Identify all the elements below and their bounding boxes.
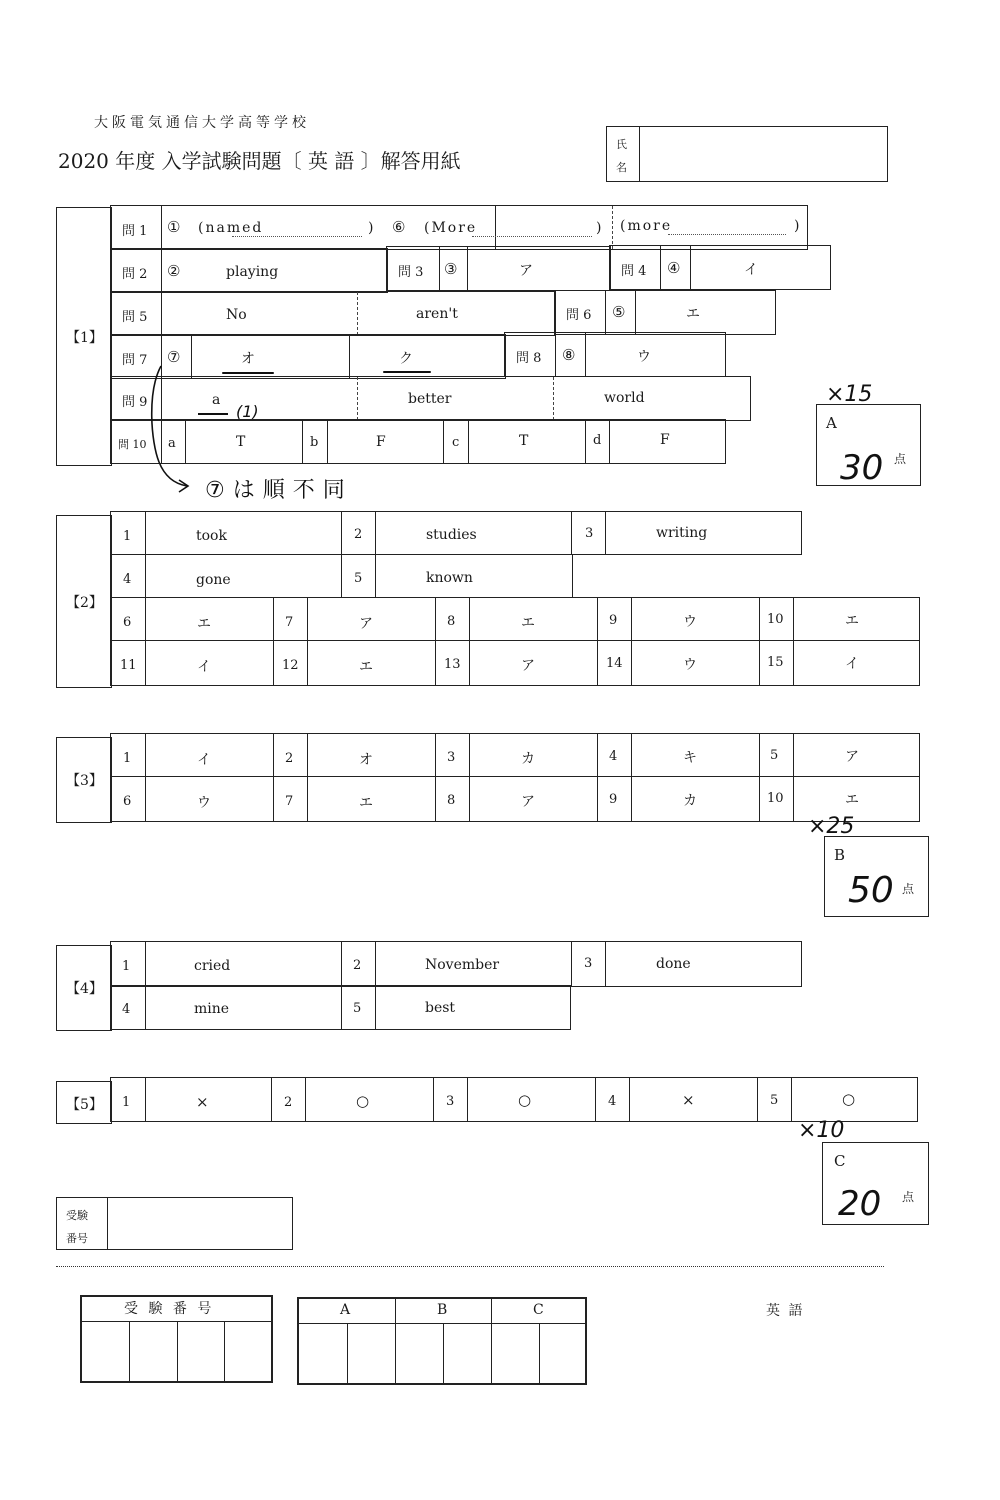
q6-answer: エ [686,306,700,322]
footer-col-a: A [340,1302,351,1318]
q5-label: 問 5 [122,310,148,325]
q10-c-answer: T [519,433,529,449]
s2-a1: took [196,528,227,544]
s3-a3: カ [521,751,535,767]
s3-n9: 9 [609,792,618,807]
q1-paren-6: ) [596,220,602,236]
footer-subject: 英 語 [766,1303,805,1319]
s2-n5: 5 [354,571,363,586]
q3-label: 問 3 [398,265,424,280]
q9-answer-3: world [604,390,645,406]
s3-row-1 [110,733,920,777]
q4-label: 問 4 [621,264,647,279]
section-2-label: 【2】 [66,595,103,611]
s5-a2: ○ [356,1092,370,1110]
s3-n7: 7 [285,794,294,809]
s4-a1: cried [194,958,231,974]
exam-number-field[interactable] [56,1197,293,1250]
s3-a10: エ [845,792,859,808]
q1-answer-7: (more [620,218,673,234]
score-c-unit: 点 [902,1190,915,1204]
s4-a4: mine [194,1001,230,1017]
s3-a1: イ [197,752,211,768]
s2-n3: 3 [585,526,594,541]
q10-d-label: d [593,433,602,448]
q10-label: 問 10 [118,438,147,451]
q10-a-label: a [168,436,176,451]
s2-n12: 12 [282,658,299,673]
score-a-label: A [826,414,837,432]
s3-n10: 10 [767,791,784,806]
s3-a6: ウ [197,795,211,811]
s3-a2: オ [359,752,373,768]
q2-label: 問 2 [122,267,148,282]
footer-col-b: B [437,1302,448,1318]
s2-n11: 11 [120,658,137,673]
s5-n5: 5 [770,1093,779,1108]
q6-marker: ⑤ [612,303,626,321]
s4-row-2 [110,985,571,1030]
s3-n3: 3 [447,750,456,765]
q3-marker: ③ [444,260,458,278]
s3-a5: ア [845,749,859,765]
cut-line [56,1266,884,1267]
s2-row-3 [110,597,920,641]
score-b-unit: 点 [902,882,915,896]
s3-a7: エ [359,795,373,811]
q10-d-answer: F [660,432,670,448]
s4-n3: 3 [584,956,593,971]
s2-n14: 14 [606,656,623,671]
s4-a2: November [425,957,500,973]
s2-row-2 [110,554,573,598]
s2-n10: 10 [767,612,784,627]
q10-b-label: b [310,435,319,450]
s2-n7: 7 [285,615,294,630]
q1-answer-6: (More [424,220,478,236]
s3-n1: 1 [123,751,132,766]
s5-n2: 2 [284,1095,293,1110]
s2-a12: エ [359,659,373,675]
q10-c-label: c [452,435,460,450]
q1-marker-6: ⑥ [392,218,406,236]
q7-marker: ⑦ [167,348,181,366]
s5-n3: 3 [446,1094,455,1109]
q4-marker: ④ [667,259,681,277]
exam-number-label-2: 番号 [66,1232,88,1245]
q4-answer: イ [744,262,758,278]
s4-a3: done [656,956,691,972]
s2-n2: 2 [354,527,363,542]
s2-a10: エ [845,613,859,629]
s3-row-2 [110,776,920,822]
q1-marker-1: ① [167,218,181,236]
q8-answer: ウ [637,349,651,365]
s4-n5: 5 [353,1001,362,1016]
q7-answer-2: ク [399,351,413,367]
score-a-value: 30 [840,448,884,488]
s2-a5: known [426,570,473,586]
s2-n13: 13 [444,657,461,672]
s2-n1: 1 [123,529,132,544]
s4-n1: 1 [122,959,131,974]
q9-handwritten-note: (1) [236,402,259,421]
section-3-label: 【3】 [66,773,103,789]
s4-a5: best [425,1000,456,1016]
q9-answer-2: better [408,391,452,407]
q8-label: 問 8 [516,351,542,366]
score-a-multiplier: ×15 [826,382,873,407]
s2-row-4 [110,640,920,686]
footer-col-c: C [533,1302,544,1318]
q3-answer: ア [519,263,533,279]
s4-n4: 4 [122,1002,131,1017]
score-b-value: 50 [848,870,894,911]
q9-answer-1: a [212,392,221,408]
s3-a9: カ [683,793,697,809]
q7-answer-1: オ [241,351,255,367]
name-label-2: 名 [616,161,627,174]
s2-a9: ウ [683,614,697,630]
section-1-label: 【1】 [66,330,103,346]
score-c-label: C [834,1152,846,1170]
s5-a1: × [196,1093,209,1111]
q1-label: 問 1 [122,224,148,239]
name-field[interactable] [606,126,888,182]
s2-a13: ア [521,658,535,674]
s3-n6: 6 [123,794,132,809]
s2-n4: 4 [123,572,132,587]
q1-paren-1: ) [368,220,374,236]
s3-n8: 8 [447,793,456,808]
s3-a4: キ [683,750,697,766]
s2-n15: 15 [767,655,784,670]
q2-answer: playing [226,264,279,280]
s5-row [110,1077,918,1122]
q8-marker: ⑧ [562,346,576,364]
section-5-label: 【5】 [66,1097,103,1113]
s2-n8: 8 [447,614,456,629]
q1-answer-1: (named [198,220,264,236]
s5-a3: ○ [518,1091,532,1109]
q10-b-answer: F [376,434,386,450]
score-c-value: 20 [838,1184,882,1224]
q5-answer-2: aren't [416,306,458,322]
s2-a3: writing [656,525,708,541]
s3-n5: 5 [770,748,779,763]
s2-a2: studies [426,527,477,543]
s2-a15: イ [845,656,859,672]
s2-a7: ア [359,616,373,632]
s2-a11: イ [197,659,211,675]
footer-exam-number-header: 受 験 番 号 [124,1301,215,1317]
s5-n4: 4 [608,1094,617,1109]
s2-n6: 6 [123,615,132,630]
q2-marker: ② [167,262,181,280]
s2-a6: エ [197,616,211,632]
q10-a-answer: T [236,434,246,450]
s3-n4: 4 [609,749,618,764]
score-a-unit: 点 [894,452,907,466]
s3-n2: 2 [285,751,294,766]
s5-a4: × [682,1091,695,1109]
q1-paren-7: ) [794,218,800,234]
q7-order-note: ⑦は順不同 [205,478,353,503]
q7-label: 問 7 [122,353,148,368]
s5-n1: 1 [122,1095,131,1110]
score-b-label: B [834,846,846,864]
sheet-title: 2020 年度 入学試験問題〔 英 語 〕解答用紙 [58,149,461,173]
exam-number-label-1: 受験 [66,1209,88,1222]
s2-a4: gone [196,572,231,588]
s2-a8: エ [521,615,535,631]
q5-row [110,291,556,336]
q7-underline-1 [222,372,274,374]
s2-n9: 9 [609,613,618,628]
q7-underline-2 [383,371,431,373]
q5-answer-1: No [226,307,247,323]
s3-a8: ア [521,794,535,810]
section-4-label: 【4】 [66,981,103,997]
school-name: 大阪電気通信大学高等学校 [94,115,310,131]
s2-a14: ウ [683,657,697,673]
q6-label: 問 6 [566,308,592,323]
score-c-multiplier: ×10 [798,1118,845,1143]
q9-label: 問 9 [122,395,148,410]
name-label-1: 氏 [616,138,627,151]
s5-a5: ○ [842,1090,856,1108]
s4-n2: 2 [353,958,362,973]
score-b-multiplier: ×25 [808,814,855,839]
